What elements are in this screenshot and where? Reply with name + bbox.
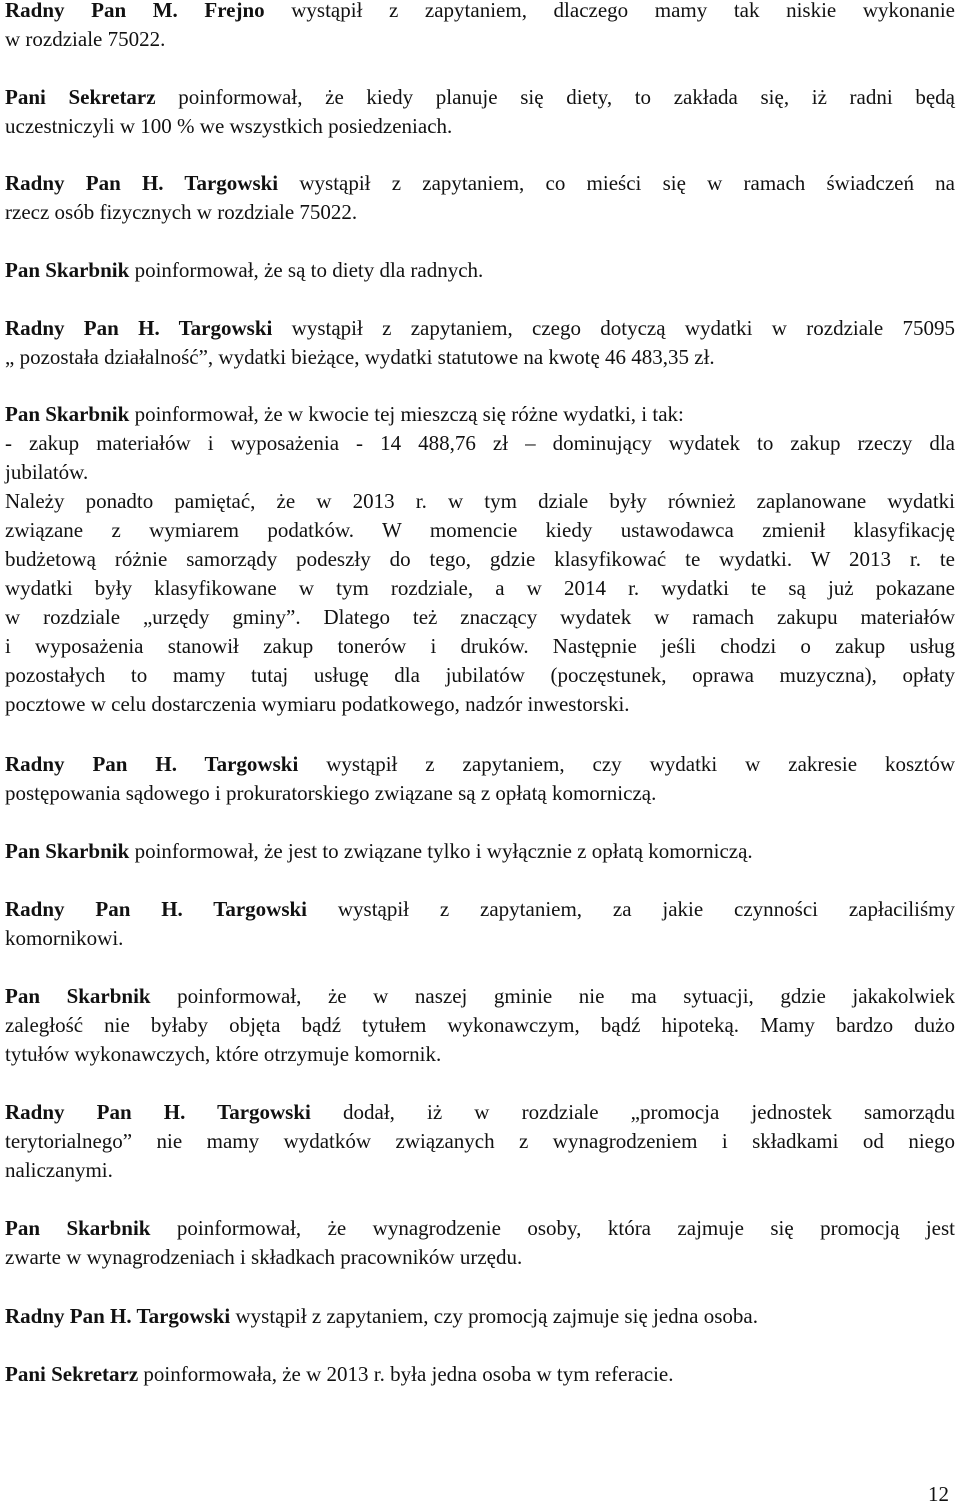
paragraph-text: terytorialnego” nie mamy wydatków związanych z wynagrodzeniem i składkami od niego (5, 1129, 955, 1153)
paragraph-text: pozostałych to mamy tutaj usługę dla jubilatów (poczęstunek, oprawa muzyczna), opłaty (5, 663, 955, 687)
speaker-label: Radny Pan H. Targowski (5, 171, 279, 195)
speaker-label: Radny Pan H. Targowski (5, 1304, 231, 1328)
paragraph-targowski-question-4 (5, 895, 955, 953)
paragraph-text: pocztowe w celu dostarczenia wymiaru podatkowego, nadzór inwestorski. (5, 692, 630, 716)
paragraph-text: związane z wymiarem podatków. W momencie kiedy ustawodawca zmienił klasyfikację (5, 518, 955, 542)
paragraph-text: i wyposażenia stanowił zakup tonerów i druków. Następnie jeśli chodzi o zakup usług (5, 634, 955, 658)
paragraph-text: jubilatów. (5, 460, 89, 484)
paragraph-text: poinformował, że kiedy planuje się diety, to zakłada się, iż radni będą (155, 85, 955, 109)
speaker-label: Pan Skarbnik (5, 258, 130, 282)
paragraph-targowski-question-1 (5, 169, 955, 227)
paragraph-text: „ pozostała działalność”, wydatki bieżące, wydatki statutowe na kwotę 46 483,35 zł. (5, 345, 715, 369)
paragraph-skarbnik-answer-3 (5, 837, 955, 866)
paragraph-text: uczestniczyli w 100 % we wszystkich posiedzeniach. (5, 114, 453, 138)
paragraph-skarbnik-answer-2 (5, 400, 955, 719)
paragraph-text: poinformował, że w kwocie tej mieszczą się różne wydatki, i tak: (129, 402, 684, 426)
paragraph-text: tytułów wykonawczych, które otrzymuje komornik. (5, 1042, 442, 1066)
paragraph-text: wystąpił z zapytaniem, czy wydatki w zakresie kosztów (298, 752, 955, 776)
paragraph-text: wystąpił z zapytaniem, czy promocją zajmuje się jedna osoba. (230, 1304, 758, 1328)
paragraph-sekretarz-answer (5, 83, 955, 141)
paragraph-text: poinformował, że są to diety dla radnych. (129, 258, 484, 282)
paragraph-text: w rozdziale 75022. (5, 27, 166, 51)
paragraph-text: Należy ponadto pamiętać, że w 2013 r. w tym dziale były również zaplanowane wydatki (5, 489, 955, 513)
page-number: 12 (928, 1482, 949, 1506)
speaker-label: Pan Skarbnik (5, 839, 130, 863)
paragraph-targowski-question-5 (5, 1302, 955, 1331)
speaker-label: Pan Skarbnik (5, 402, 130, 426)
paragraph-text: poinformował, że jest to związane tylko i wyłącznie z opłatą komorniczą. (129, 839, 753, 863)
speaker-label: Radny Pan H. Targowski (5, 1100, 311, 1124)
speaker-label: Pani Sekretarz (5, 1362, 139, 1386)
paragraph-skarbnik-answer-1 (5, 256, 955, 285)
speaker-label: Radny Pan H. Targowski (5, 316, 273, 340)
paragraph-text: w rozdziale „urzędy gminy”. Dlatego też znaczący wydatek w ramach zakupu materiałów (5, 605, 955, 629)
paragraph-text: wystąpił z zapytaniem, za jakie czynności zapłaciliśmy (307, 897, 955, 921)
paragraph-skarbnik-answer-4 (5, 982, 955, 1069)
paragraph-text: dodał, iż w rozdziale „promocja jednostek samorządu (310, 1100, 955, 1124)
speaker-label: Pan Skarbnik (5, 1216, 151, 1240)
speaker-label: Pani Sekretarz (5, 85, 156, 109)
speaker-label: Radny Pan M. Frejno (5, 0, 265, 22)
paragraph-text: wydatki były klasyfikowane w tym rozdziale, a w 2014 r. wydatki te są już pokazane (5, 576, 955, 600)
paragraph-skarbnik-answer-5 (5, 1214, 955, 1272)
paragraph-targowski-question-2 (5, 314, 955, 372)
paragraph-text: - zakup materiałów i wyposażenia - 14 488,76 zł – dominujący wydatek to zakup rzeczy dla (5, 431, 955, 455)
paragraph-sekretarz-answer-2 (5, 1360, 955, 1389)
paragraph-targowski-question-3 (5, 750, 955, 808)
paragraph-text: budżetową różnie samorządy podeszły do tego, gdzie klasyfikować te wydatki. W 2013 r. te (5, 547, 955, 571)
paragraph-text: poinformował, że w naszej gminie nie ma sytuacji, gdzie jakakolwiek (150, 984, 956, 1008)
paragraph-text: wystąpił z zapytaniem, co mieści się w ramach świadczeń na (278, 171, 955, 195)
paragraph-targowski-remark (5, 1098, 955, 1185)
speaker-label: Radny Pan H. Targowski (5, 897, 308, 921)
paragraph-text: poinformowała, że w 2013 r. była jedna osoba w tym referacie. (138, 1362, 674, 1386)
document-page (5, 0, 955, 1509)
paragraph-text: wystąpił z zapytaniem, czego dotyczą wydatki w rozdziale 75095 (272, 316, 955, 340)
paragraph-text: poinformował, że wynagrodzenie osoby, która zajmuje się promocją jest (150, 1216, 955, 1240)
paragraph-text: rzecz osób fizycznych w rozdziale 75022. (5, 200, 358, 224)
speaker-label: Radny Pan H. Targowski (5, 752, 299, 776)
paragraph-text: postępowania sądowego i prokuratorskiego związane są z opłatą komorniczą. (5, 781, 657, 805)
paragraph-text: zaległość nie byłaby objęta bądź tytułem wykonawczym, bądź hipoteką. Mamy bardzo dużo (5, 1013, 955, 1037)
speaker-label: Pan Skarbnik (5, 984, 151, 1008)
paragraph-text: naliczanymi. (5, 1158, 113, 1182)
paragraph-text: wystąpił z zapytaniem, dlaczego mamy tak niskie wykonanie (264, 0, 955, 22)
paragraph-text: zwarte w wynagrodzeniach i składkach pracowników urzędu. (5, 1245, 523, 1269)
paragraph-text: komornikowi. (5, 926, 124, 950)
paragraph-frejno-question (5, 0, 955, 54)
